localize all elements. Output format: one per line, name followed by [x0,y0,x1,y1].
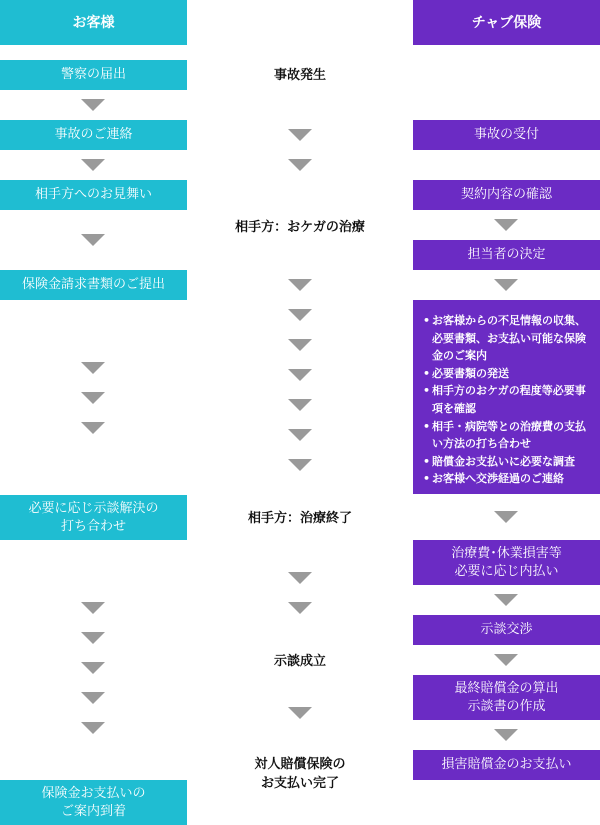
middle-arrow [288,129,312,141]
insurer-task-item: • お客様からの不足情報の収集、必要書類、お支払い可能な保険金のご案内 [423,312,594,365]
left-arrow [81,632,105,644]
insurer-step-final-calculation: 最終賠償金の算出 示談書の作成 [413,675,600,720]
insurer-task-item: • 賠償金お支払いに必要な調査 [423,453,594,471]
insurer-task-item: • 相手・病院等との治療費の支払い方法の打ち合わせ [423,418,594,453]
middle-arrow [288,429,312,441]
left-arrow [81,159,105,171]
right-arrow [494,511,518,523]
left-arrow [81,234,105,246]
right-arrow [494,594,518,606]
insurer-step-damage-payment: 損害賠償金のお支払い [413,750,600,780]
middle-label-accident: 事故発生 [273,68,326,83]
middle-arrow [288,459,312,471]
left-arrow [81,99,105,111]
left-arrow [81,662,105,674]
insurer-step-negotiation: 示談交渉 [413,615,600,645]
right-arrow [494,729,518,741]
insurer-header: チャブ保険 [413,0,600,45]
left-arrow [81,422,105,434]
customer-step-visit: 相手方へのお見舞い [0,180,187,210]
customer-step-accident-contact: 事故のご連絡 [0,120,187,150]
customer-step-submit-documents: 保険金請求書類のご提出 [0,270,187,300]
customer-header: お客様 [0,0,187,45]
left-arrow [81,362,105,374]
middle-label-settlement: 示談成立 [273,654,326,669]
right-arrow [494,219,518,231]
left-arrow [81,392,105,404]
middle-label-treatment: 相手方：おケガの治療 [235,220,365,235]
middle-arrow [288,707,312,719]
insurer-step-interim-payment: 治療費･休業損害等 必要に応じ内払い [413,540,600,585]
left-arrow [81,602,105,614]
middle-arrow [288,369,312,381]
insurer-task-list [413,300,600,494]
insurer-task-item: • 相手方のおケガの程度等必要事項を確認 [423,382,594,417]
middle-arrow [288,159,312,171]
insurer-step-assign-handler: 担当者の決定 [413,240,600,270]
middle-arrow [288,602,312,614]
left-arrow [81,692,105,704]
customer-step-payment-notice: 保険金お支払いの ご案内到着 [0,780,187,825]
left-arrow [81,722,105,734]
middle-arrow [288,309,312,321]
middle-label-treatment-end: 相手方：治療終了 [247,511,352,526]
customer-step-police-report: 警察の届出 [0,60,187,90]
middle-arrow [288,572,312,584]
middle-label-payment-complete: 対人賠償保険の お支払い完了 [254,757,346,791]
right-arrow [494,279,518,291]
insurer-task-item: • 必要書類の発送 [423,365,594,383]
insurer-step-contract-check: 契約内容の確認 [413,180,600,210]
right-arrow [494,654,518,666]
middle-arrow [288,399,312,411]
customer-step-settlement-meeting: 必要に応じ示談解決の 打ち合わせ [0,495,187,540]
middle-arrow [288,279,312,291]
middle-arrow [288,339,312,351]
insurer-task-item: • お客様へ交渉経過のご連絡 [423,470,594,488]
insurer-step-accident-reception: 事故の受付 [413,120,600,150]
